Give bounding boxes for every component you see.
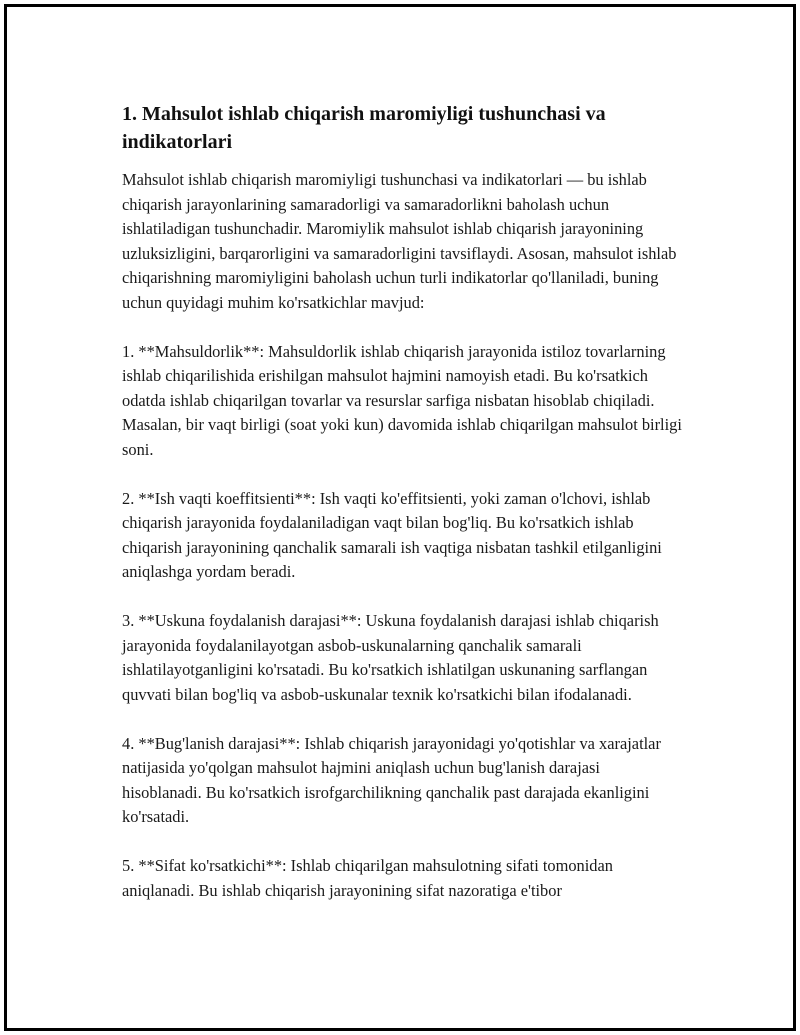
indicator-work-time-paragraph: 2. **Ish vaqti koeffitsienti**: Ish vaqti ko'effitsienti, yoki zaman o'lchovi, ishlab chiqarish jarayonida foydalaniladigan vaqt bilan bog'liq. Bu ko'rsatkich ishlab chiqarish jarayonining qanchalik samarali ish vaqtiga nisbatan tashkil etilganligini aniqlashga yordam beradi. [122,488,662,581]
indicator-productivity-paragraph: 1. **Mahsuldorlik**: Mahsuldorlik ishlab chiqarish jarayonida istiloz tovarlarning ishlab chiqarilishida erishilgan mahsulot hajmini namoyish etadi. Bu ko'rsatkich odatda ishlab chiqarilgan tovarlar va resurslar sarfiga nisbatan hisoblab chiqiladi. Masalan, bir vaqt birligi (soat yoki kun) davomida ishlab chiqarilgan mahsulot birligi soni. [122,341,682,459]
page-frame [4,4,796,1031]
indicator-quality-paragraph: 5. **Sifat ko'rsatkichi**: Ishlab chiqarilgan mahsulotning sifati tomonidan aniqlanadi. Bu ishlab chiqarish jarayonining sifat nazoratiga e'tibor [122,856,613,900]
indicator-evaporation-paragraph: 4. **Bug'lanish darajasi**: Ishlab chiqarish jarayonidagi yo'qotishlar va xarajatlar natijasida yo'qolgan mahsulot hajmini aniqlash uchun bug'lanish darajasi hisoblanadi. Bu ko'rsatkich isrofgarchilikning qanchalik past darajada ekanligini ko'rsatadi. [122,733,661,826]
indicator-equipment-usage-paragraph: 3. **Uskuna foydalanish darajasi**: Uskuna foydalanish darajasi ishlab chiqarish jarayonida foydalanilayotgan asbob-uskunalarning qanchalik samarali ishlatilayotganligini ko'rsatadi. Bu ko'rsatkich ishlatilgan uskunaning sarflangan quvvati bilan bog'liq va asbob-uskunalar texnik ko'rsatkichi bilan ifodalanadi. [122,611,659,704]
section-heading: 1. Mahsulot ishlab chiqarish maromiyligi tushunchasi va indikatorlari [122,103,606,153]
intro-paragraph: Mahsulot ishlab chiqarish maromiyligi tushunchasi va indikatorlari — bu ishlab chiqarish jarayonlarining samaradorligi va samaradorlikni baholash uchun ishlatiladigan tushunchadir. Maromiylik mahsulot ishlab chiqarish jarayonining uzluksizligini, barqarorligini va samaradorligini tavsiflaydi. Asosan, mahsulot ishlab chiqarishning maromiyligini baholash uchun turli indikatorlar qo'llaniladi, buning uchun quyidagi muhim ko'rsatkichlar mavjud: [122,170,677,312]
document-body [122,100,682,928]
